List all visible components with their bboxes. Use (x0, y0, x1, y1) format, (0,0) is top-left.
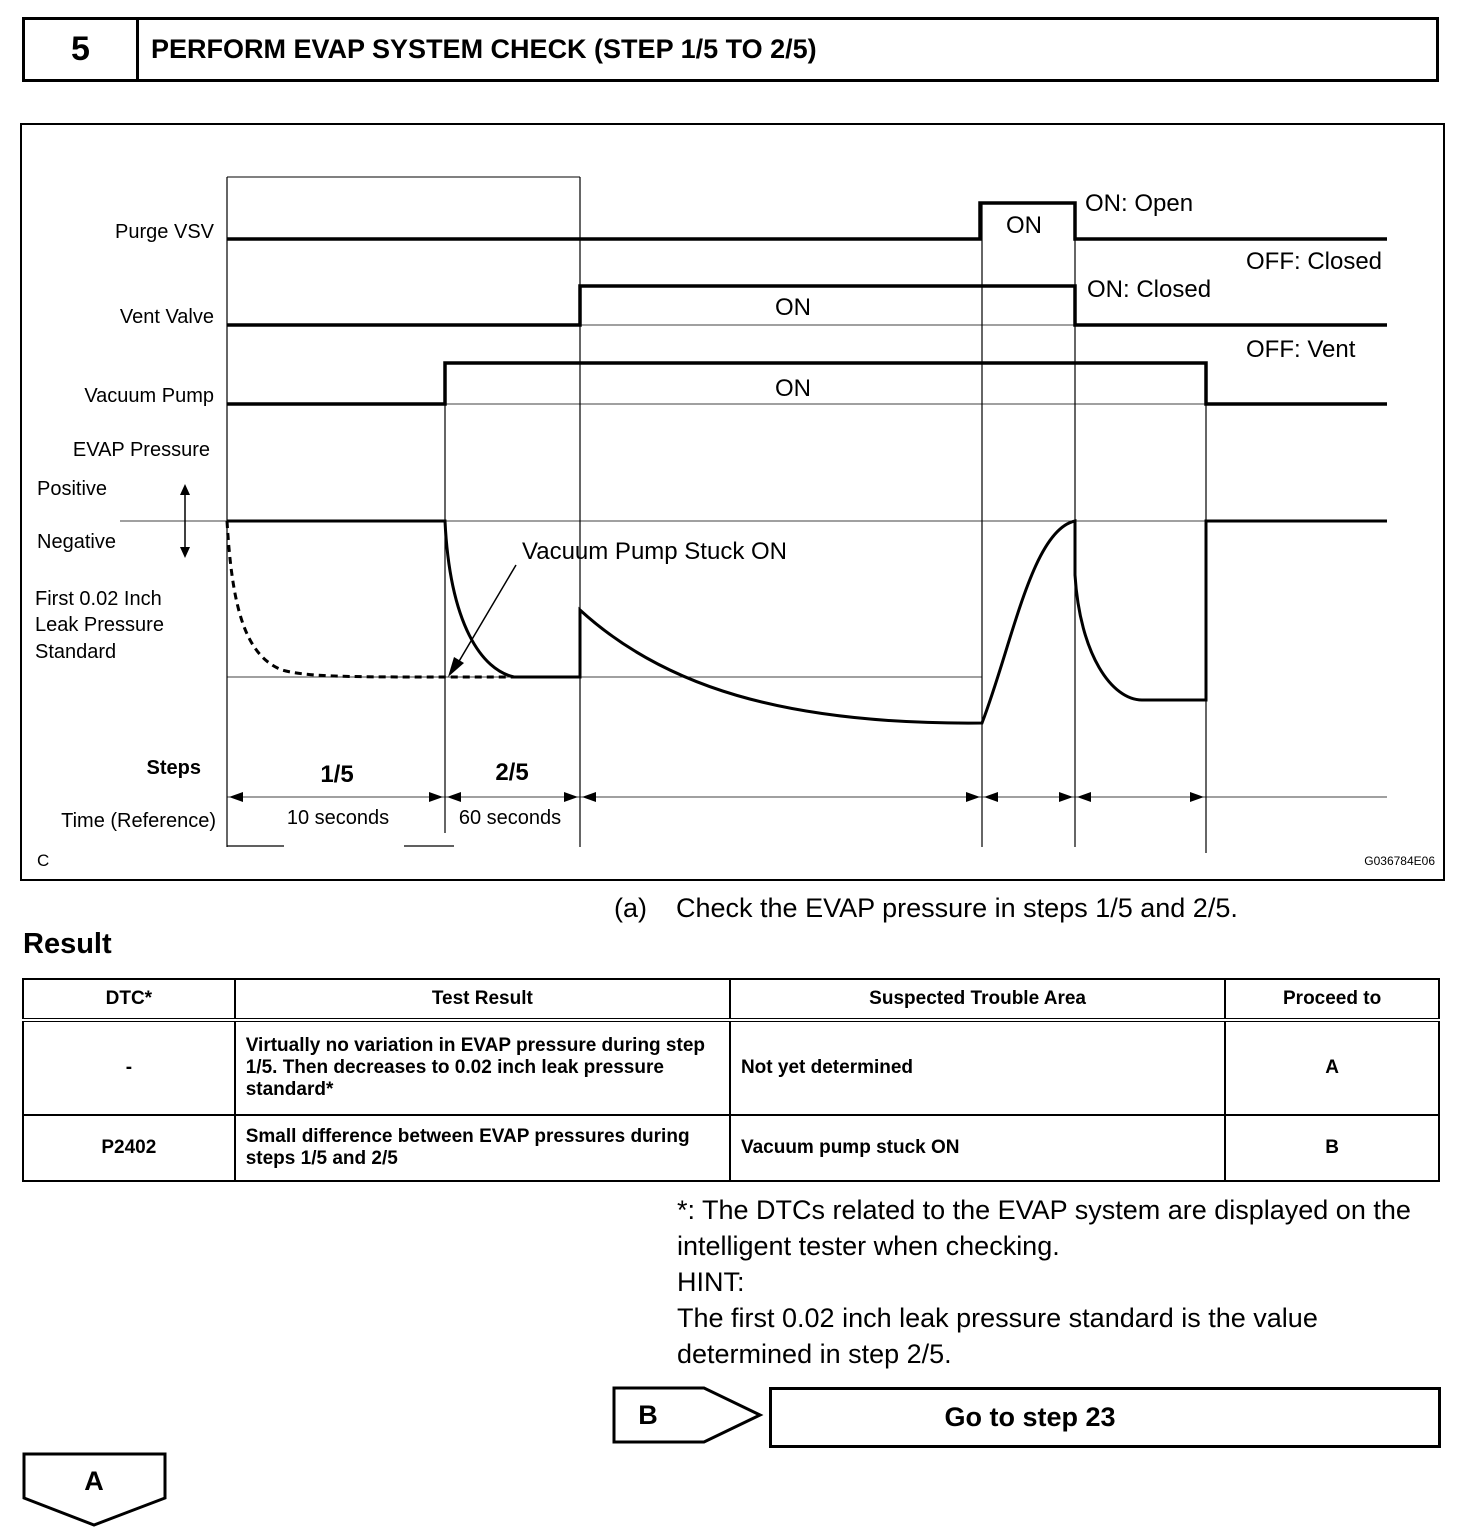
cell-proceed: A (1225, 1020, 1439, 1115)
arrow-4-left (984, 792, 998, 802)
cell-dtc: - (23, 1020, 235, 1115)
arrow-1-left (229, 792, 243, 802)
branch-b-arrow-shape (614, 1388, 760, 1442)
branch-a-marker[interactable] (22, 1452, 168, 1528)
step-2-label: 2/5 (495, 759, 529, 786)
arrow-1-right (429, 792, 443, 802)
table-header-row (23, 979, 1439, 1020)
footnote: *: The DTCs related to the EVAP system are displayed on the intelligent tester when checking. (677, 1195, 1411, 1261)
purge-on-label: ON (1006, 212, 1042, 239)
step-header (22, 17, 1439, 82)
pump-on-label: ON (775, 375, 811, 402)
step-1-label: 1/5 (320, 761, 354, 788)
arrow-5-right (1190, 792, 1204, 802)
label-vent-valve: Vent Valve (119, 306, 214, 328)
annotation-leader (458, 565, 516, 663)
cell-test-result: Small difference between EVAP pressures during steps 1/5 and 2/5 (235, 1115, 730, 1181)
cell-proceed: B (1225, 1115, 1439, 1181)
branch-a-label: A (84, 1466, 104, 1496)
cell-trouble-area: Not yet determined (730, 1020, 1225, 1115)
result-heading: Result (23, 928, 112, 960)
branch-b-label: B (638, 1400, 658, 1430)
purge-on-desc: ON: Open (1085, 190, 1194, 217)
corner-label: C (37, 851, 50, 870)
label-leak-standard-1: First 0.02 Inch (35, 588, 162, 610)
vent-off-desc: OFF: Vent (1246, 336, 1356, 363)
result-table (22, 978, 1440, 1182)
stuck-on-annotation: Vacuum Pump Stuck ON (522, 538, 787, 565)
evap-pressure-curve (227, 521, 1387, 723)
branch-b-marker[interactable] (612, 1386, 764, 1446)
purge-off-desc: OFF: Closed (1246, 248, 1383, 275)
col-trouble-area: Suspected Trouble Area (730, 979, 1225, 1020)
cell-trouble-area: Vacuum pump stuck ON (730, 1115, 1225, 1181)
neg-arrow-head (180, 547, 190, 558)
table-row (23, 1020, 1439, 1115)
label-purge-vsv: Purge VSV (115, 221, 214, 243)
label-vacuum-pump: Vacuum Pump (84, 385, 214, 407)
label-leak-standard-3: Standard (35, 641, 117, 663)
step-1-time: 10 seconds (286, 807, 390, 829)
arrow-2-left (447, 792, 461, 802)
arrow-5-left (1077, 792, 1091, 802)
col-test-result: Test Result (235, 979, 730, 1020)
vertical-guides (227, 177, 1206, 853)
label-steps: Steps (146, 757, 201, 779)
label-negative: Negative (37, 531, 116, 553)
arrow-4-right (1059, 792, 1073, 802)
step-number: 5 (25, 20, 139, 79)
label-leak-standard-2: Leak Pressure (35, 614, 164, 636)
arrow-2-right (564, 792, 578, 802)
figure-id: G036784E06 (1364, 854, 1435, 868)
annotation-arrow-head (448, 657, 464, 677)
pos-arrow-head (180, 484, 190, 495)
instruction-a (614, 893, 1238, 924)
step-2-time: 60 seconds (458, 807, 562, 829)
arrow-3-right (966, 792, 980, 802)
col-dtc: DTC* (23, 979, 235, 1020)
table-row (23, 1115, 1439, 1181)
cell-test-result: Virtually no variation in EVAP pressure during step 1/5. Then decreases to 0.02 inch leak pressure standard* (235, 1020, 730, 1115)
label-time-reference: Time (Reference) (61, 810, 216, 832)
step-title: PERFORM EVAP SYSTEM CHECK (STEP 1/5 TO 2/5) (151, 34, 817, 64)
timing-diagram (20, 123, 1445, 881)
evap-pressure-stuck-curve (227, 521, 514, 677)
instruction-index: (a) (614, 893, 647, 923)
notes (677, 1192, 1437, 1372)
instruction-text: Check the EVAP pressure in steps 1/5 and 2/5. (676, 893, 1238, 923)
hint-text: The first 0.02 inch leak pressure standard is the value determined in step 2/5. (677, 1303, 1318, 1369)
label-positive: Positive (37, 478, 108, 500)
vent-on-desc: ON: Closed (1087, 276, 1212, 303)
purge-vsv-signal (227, 203, 1387, 239)
arrow-3-left (582, 792, 596, 802)
label-evap-pressure: EVAP Pressure (72, 439, 210, 461)
timing-diagram-svg (22, 125, 1443, 879)
vent-on-label: ON (775, 294, 811, 321)
cell-dtc: P2402 (23, 1115, 235, 1181)
go-to-step-button[interactable]: Go to step 23 (769, 1387, 1441, 1448)
col-proceed-to: Proceed to (1225, 979, 1439, 1020)
hint-label: HINT: (677, 1267, 745, 1297)
